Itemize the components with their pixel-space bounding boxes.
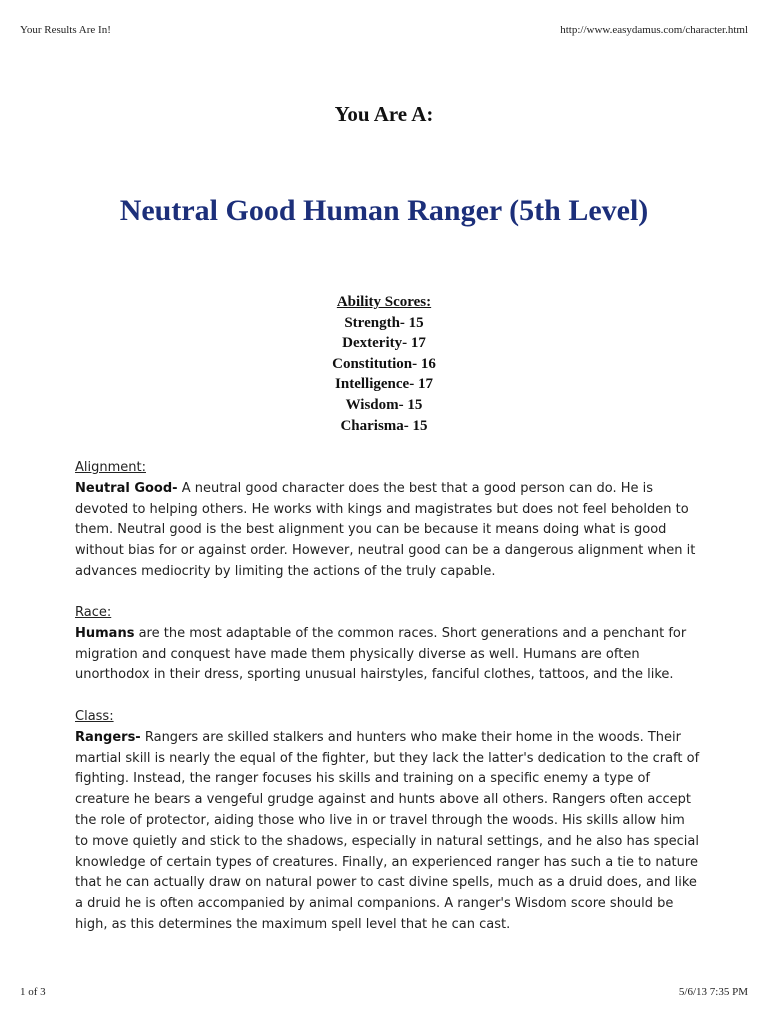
alignment-section (75, 458, 700, 583)
ability-strength: Strength- 15 (344, 314, 424, 331)
alignment-description (75, 479, 700, 583)
race-term: Humans (75, 625, 135, 641)
class-section (75, 707, 700, 936)
class-text: Rangers are skilled stalkers and hunters who make their home in the woods. Their martial skill is nearly the equal of the fighter, but they lack the latter's dedication to the craft of fighting. Instead, the ranger focuses his skills and training on a specific enemy a type of creature he bears a vengeful grudge against and hunts above all others. Rangers often accept the role of protector, aiding those who live in or travel through the woods. His skills allow him to move quietly and stick to the shadows, especially in natural settings, and he also has special knowledge of certain types of creatures. Finally, an experienced ranger has such a tie to nature that he can actually draw on natural power to cast divine spells, much as a druid does, and like a druid he is often accompanied by animal companions. A ranger's Wisdom score should be high, as this determines the maximum spell level that he can cast. (75, 729, 700, 932)
ability-intelligence: Intelligence- 17 (335, 376, 433, 393)
print-page-title: Your Results Are In! (20, 24, 111, 36)
alignment-label: Alignment: (75, 460, 146, 475)
ability-scores (0, 292, 768, 436)
ability-dexterity: Dexterity- 17 (342, 335, 426, 352)
race-section (75, 603, 700, 686)
ability-scores-heading: Ability Scores: (336, 294, 432, 310)
print-url: http://www.easydamus.com/character.html (560, 24, 748, 36)
page-number: 1 of 3 (20, 986, 46, 998)
ability-wisdom: Wisdom- 15 (345, 396, 423, 413)
race-description (75, 624, 700, 686)
page-heading: You Are A: (334, 102, 434, 126)
print-footer (20, 986, 748, 998)
ability-charisma: Charisma- 15 (340, 417, 428, 434)
print-header (20, 24, 748, 36)
class-label: Class: (75, 709, 114, 724)
class-term: Rangers- (75, 729, 141, 745)
race-text: are the most adaptable of the common races. Short generations and a penchant for migration and conquest have made them physically diverse as well. Humans are often unorthodox in their dress, sporting unusual hairstyles, fanciful clothes, tattoos, and the like. (75, 625, 687, 683)
alignment-text: A neutral good character does the best that a good person can do. He is devoted to helping others. He works with kings and magistrates but does not feel beholden to them. Neutral good is the best alignment you can be because it means doing what is good without bias for or against order. However, neutral good can be a dangerous alignment when it advances mediocrity by limiting the actions of the truly capable. (75, 480, 696, 579)
ability-constitution: Constitution- 16 (332, 355, 436, 372)
print-datetime: 5/6/13 7:35 PM (678, 986, 748, 998)
race-label: Race: (75, 605, 112, 620)
result-title: Neutral Good Human Ranger (5th Level) (119, 194, 649, 227)
class-description (75, 728, 700, 936)
alignment-term: Neutral Good- (75, 480, 178, 496)
